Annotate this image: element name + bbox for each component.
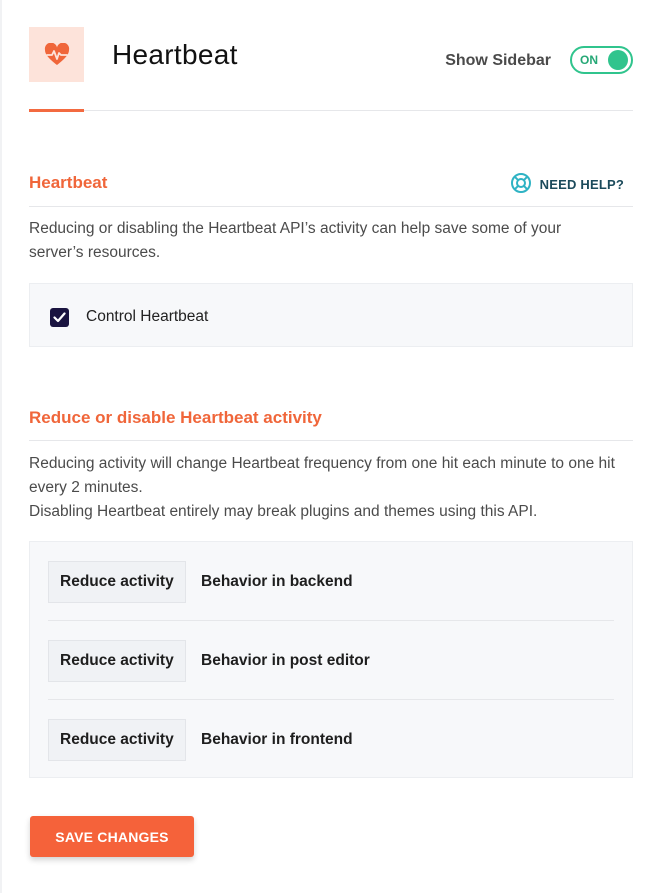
frontend-behavior-row	[48, 700, 614, 779]
activity-description-line-2: Disabling Heartbeat entirely may break plugins and themes using this API.	[29, 503, 538, 520]
backend-behavior-select[interactable]: Reduce activity	[48, 561, 186, 603]
heartbeat-section-divider	[29, 206, 633, 207]
need-help-label: NEED HELP?	[539, 177, 624, 192]
post-editor-behavior-row	[48, 621, 614, 700]
heartbeat-description: Reducing or disabling the Heartbeat API’s activity can help save some of your server’s resources.	[29, 220, 562, 261]
backend-behavior-label: Behavior in backend	[201, 573, 353, 590]
header-divider	[29, 110, 633, 111]
toggle-state-text: ON	[580, 53, 598, 67]
page-header	[29, 27, 633, 113]
post-editor-behavior-label: Behavior in post editor	[201, 652, 370, 669]
activity-settings-box	[29, 541, 633, 778]
need-help-link[interactable]	[510, 172, 624, 197]
save-changes-button[interactable]: SAVE CHANGES	[30, 816, 194, 857]
heart-pulse-icon	[29, 27, 84, 82]
show-sidebar-toggle[interactable]	[570, 46, 633, 74]
control-heartbeat-checkbox[interactable]	[50, 308, 69, 327]
checkmark-icon	[53, 312, 66, 323]
heartbeat-section-title: Heartbeat	[29, 173, 108, 192]
left-border	[0, 0, 2, 893]
control-heartbeat-box	[29, 283, 633, 347]
activity-section-divider	[29, 440, 633, 441]
toggle-knob	[608, 50, 628, 70]
lifebuoy-icon	[510, 172, 532, 197]
frontend-behavior-label: Behavior in frontend	[201, 731, 353, 748]
post-editor-behavior-select[interactable]: Reduce activity	[48, 640, 186, 682]
frontend-behavior-select[interactable]: Reduce activity	[48, 719, 186, 761]
page-title: Heartbeat	[112, 39, 238, 70]
show-sidebar-label: Show Sidebar	[445, 52, 551, 69]
activity-description	[29, 452, 633, 524]
control-heartbeat-label: Control Heartbeat	[86, 308, 209, 325]
backend-behavior-row	[48, 542, 614, 621]
activity-description-line-1: Reducing activity will change Heartbeat frequency from one hit each minute to one hit every 2 minutes.	[29, 455, 615, 496]
header-accent-bar	[29, 109, 84, 112]
activity-section-title: Reduce or disable Heartbeat activity	[29, 408, 322, 427]
